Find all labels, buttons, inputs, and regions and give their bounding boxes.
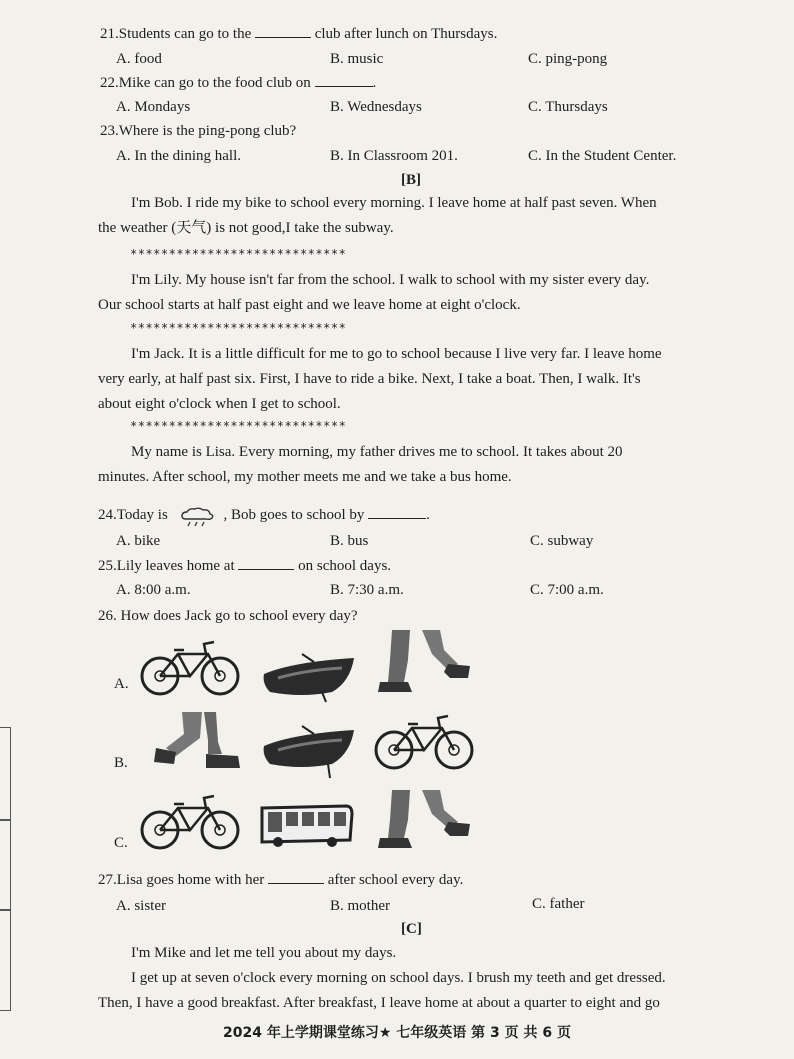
question-21-stem: 21.Students can go to the club after lunch on Thursdays. [100, 26, 498, 42]
option-a[interactable]: A. Mondays [116, 99, 191, 115]
option-b[interactable]: B. bus [330, 533, 369, 549]
margin-binding-box [0, 909, 11, 1011]
margin-binding-box [0, 727, 11, 821]
option-b[interactable]: B. mother [330, 898, 390, 914]
question-26-stem: 26. How does Jack go to school every day? [98, 608, 358, 624]
walking-legs-icon [152, 712, 244, 774]
separator-stars: **************************** [130, 419, 347, 433]
option-b[interactable]: B. In Classroom 201. [330, 148, 458, 164]
bike-icon [138, 794, 242, 850]
walking-legs-icon [374, 790, 474, 852]
answer-blank[interactable] [268, 871, 324, 884]
bike-icon [372, 714, 476, 770]
bus-icon [258, 802, 354, 850]
option-c[interactable]: C. father [532, 896, 585, 912]
option-c-label[interactable]: C. [114, 835, 128, 851]
option-b-label[interactable]: B. [114, 755, 128, 771]
separator-stars: **************************** [130, 321, 347, 335]
cloud-rain-icon [176, 507, 220, 525]
option-c[interactable]: C. In the Student Center. [528, 148, 677, 164]
option-c[interactable]: C. Thursdays [528, 99, 608, 115]
passage-bob: I'm Bob. I ride my bike to school every morning. I leave home at half past seven. When the weather (天气) is not good,I take the subway. [98, 195, 657, 236]
section-c-heading: [C] [401, 921, 422, 937]
walking-legs-icon [374, 630, 474, 696]
option-c[interactable]: C. subway [530, 533, 594, 549]
option-c[interactable]: C. ping-pong [528, 51, 608, 67]
option-a[interactable]: A. 8:00 a.m. [116, 582, 191, 598]
passage-jack: I'm Jack. It is a little difficult for me to go to school because I live very far. I leave home very early, at half past six. First, I have to ride a bike. Next, I take a boat. Then, I walk. It's about eight o'clock when I get to school. [98, 346, 662, 412]
answer-blank[interactable] [238, 557, 294, 570]
question-27-stem: 27.Lisa goes home with her after school every day. [98, 872, 464, 888]
option-b[interactable]: B. Wednesdays [330, 99, 422, 115]
bike-icon [138, 640, 242, 696]
answer-blank[interactable] [315, 74, 373, 87]
page-footer: 2024 年上学期课堂练习★ 七年级英语 第 3 页 共 6 页 [223, 1025, 571, 1041]
option-b[interactable]: B. 7:30 a.m. [330, 582, 404, 598]
separator-stars: **************************** [130, 247, 347, 261]
option-a[interactable]: A. bike [116, 533, 161, 549]
option-a[interactable]: A. sister [116, 898, 166, 914]
margin-binding-box [0, 819, 11, 911]
answer-blank[interactable] [255, 25, 311, 38]
question-23-stem: 23.Where is the ping-pong club? [100, 123, 297, 139]
section-b-heading: [B] [401, 172, 421, 188]
option-a-label[interactable]: A. [114, 676, 129, 692]
passage-lily: I'm Lily. My house isn't far from the school. I walk to school with my sister every day. Our school starts at half past eight and we leave home at eight o'clock. [98, 272, 650, 313]
answer-blank[interactable] [368, 506, 426, 519]
option-a[interactable]: A. food [116, 51, 162, 67]
question-22-stem: 22.Mike can go to the food club on . [100, 75, 377, 91]
boat-icon [262, 652, 358, 704]
boat-icon [262, 724, 358, 780]
option-a[interactable]: A. In the dining hall. [116, 148, 241, 164]
passage-lisa: My name is Lisa. Every morning, my father drives me to school. It takes about 20 minutes. After school, my mother meets me and we take a bus home. [98, 444, 623, 485]
option-b[interactable]: B. music [330, 51, 384, 67]
passage-mike: I'm Mike and let me tell you about my days. I get up at seven o'clock every morning on school days. I brush my teeth and get dressed. Then, I have a good breakfast. After breakfast, I leave home at about a quarter to eight and go [98, 945, 666, 1011]
question-24-stem: 24.Today is , Bob goes to school by . [98, 506, 430, 525]
option-c[interactable]: C. 7:00 a.m. [530, 582, 604, 598]
question-25-stem: 25.Lily leaves home at on school days. [98, 558, 392, 574]
